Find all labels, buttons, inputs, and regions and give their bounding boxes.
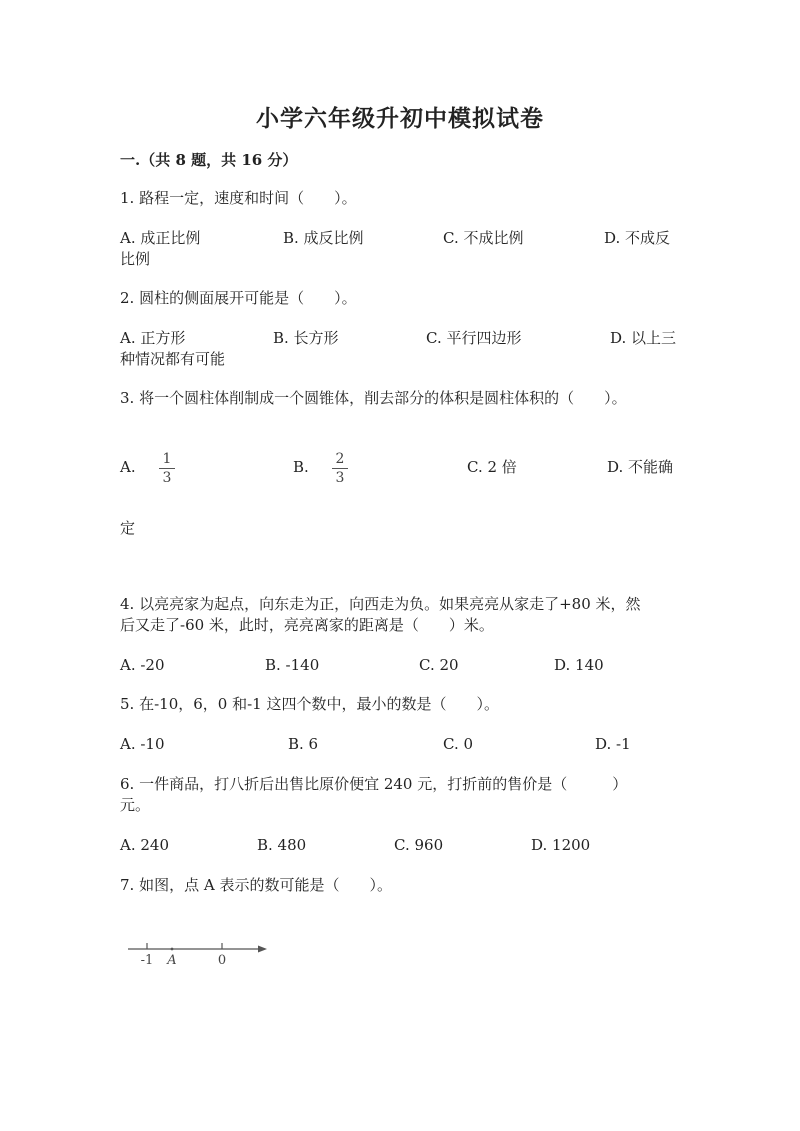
fraction-numerator: 2	[335, 451, 345, 467]
question-2-option-d: D. 以上三	[610, 329, 677, 347]
question-2-option-d-continued: 种情况都有可能	[120, 350, 226, 368]
question-6-option-c: C. 960	[394, 836, 444, 854]
question-1-option-a: A. 成正比例	[120, 229, 201, 247]
section-heading: 一.（共 8 题，共 16 分）	[120, 151, 298, 169]
question-5-option-d: D. -1	[595, 735, 631, 753]
question-3-option-b-label: B.	[293, 458, 309, 476]
question-3-stem: 3. 将一个圆柱体削制成一个圆锥体，削去部分的体积是圆柱体积的（ ）。	[120, 389, 627, 407]
question-1-stem: 1. 路程一定，速度和时间（ ）。	[120, 189, 357, 207]
question-5-option-a: A. -10	[120, 735, 165, 753]
number-line-arrow-icon	[258, 946, 267, 953]
question-1-option-d-continued: 比例	[120, 250, 151, 268]
question-1-option-b: B. 成反比例	[283, 229, 364, 247]
question-2-option-a: A. 正方形	[120, 329, 186, 347]
question-1-option-d: D. 不成反	[604, 229, 671, 247]
fraction-bar	[332, 468, 348, 469]
fraction-numerator: 1	[162, 451, 172, 467]
question-5-option-c: C. 0	[443, 735, 474, 753]
label-zero: 0	[217, 953, 227, 968]
label-point-a: A	[167, 953, 177, 968]
fraction-denominator: 3	[335, 470, 345, 486]
question-6-option-b: B. 480	[257, 836, 307, 854]
question-2-stem: 2. 圆柱的侧面展开可能是（ ）。	[120, 289, 357, 307]
number-line-figure	[125, 935, 275, 969]
question-4-stem-continued: 后又走了-60 米，此时，亮亮离家的距离是（ ）米。	[120, 616, 494, 634]
question-3-option-a-label: A.	[120, 458, 136, 476]
question-4-option-c: C. 20	[419, 656, 459, 674]
fraction-denominator: 3	[162, 470, 172, 486]
point-a-marker	[171, 948, 174, 951]
question-3-option-d-continued: 定	[120, 519, 136, 537]
question-4-option-d: D. 140	[554, 656, 604, 674]
question-3-option-d: D. 不能确	[607, 458, 674, 476]
page-title: 小学六年级升初中模拟试卷	[256, 105, 544, 132]
question-2-option-c: C. 平行四边形	[426, 329, 522, 347]
question-2-option-b: B. 长方形	[273, 329, 339, 347]
question-3-option-a-fraction	[157, 451, 177, 486]
question-5-stem: 5. 在-10，6，0 和-1 这四个数中，最小的数是（ ）。	[120, 695, 499, 713]
question-4-stem: 4. 以亮亮家为起点，向东走为正，向西走为负。如果亮亮从家走了+80 米，然	[120, 595, 641, 613]
question-5-option-b: B. 6	[288, 735, 319, 753]
question-4-option-b: B. -140	[265, 656, 320, 674]
question-6-stem: 6. 一件商品，打八折后出售比原价便宜 240 元，打折前的售价是（ ）	[120, 775, 628, 793]
question-4-option-a: A. -20	[120, 656, 165, 674]
label-neg1: -1	[140, 953, 154, 968]
fraction-bar	[159, 468, 175, 469]
question-6-option-a: A. 240	[120, 836, 169, 854]
question-6-option-d: D. 1200	[531, 836, 591, 854]
question-7-stem: 7. 如图，点 A 表示的数可能是（ ）。	[120, 876, 392, 894]
question-3-option-c: C. 2 倍	[467, 458, 517, 476]
question-6-stem-continued: 元。	[120, 796, 151, 814]
question-3-option-b-fraction	[330, 451, 350, 486]
question-1-option-c: C. 不成比例	[443, 229, 524, 247]
